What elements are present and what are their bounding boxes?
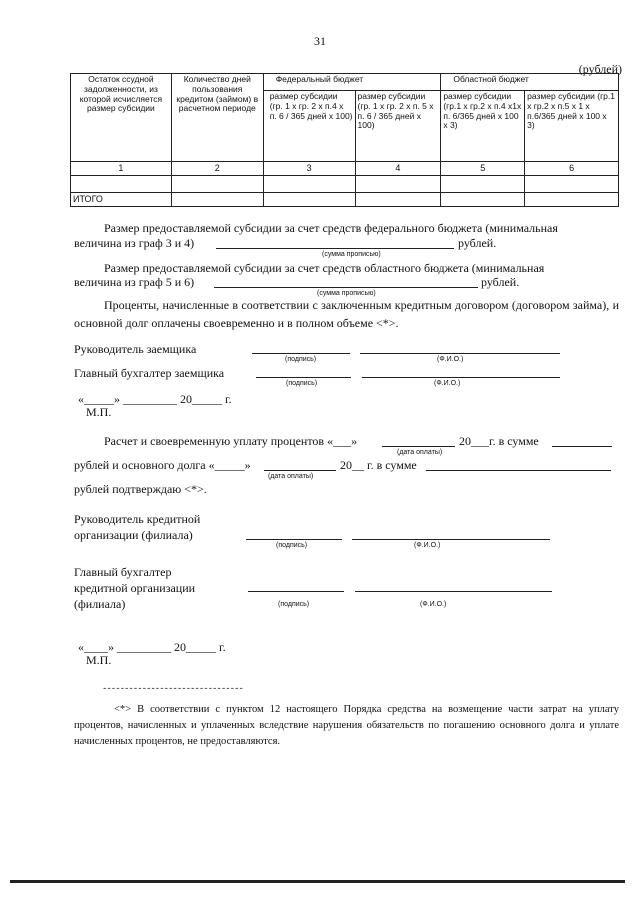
bank-head-label-line2: организации (филиала) <box>74 528 193 542</box>
bank-accountant-label-line2: кредитной организации <box>74 581 196 595</box>
interest-amount-field[interactable] <box>552 446 612 447</box>
bank-stamp-label: М.П. <box>86 653 112 667</box>
confirmation-debt-year: 20__ г. в сумме <box>340 458 417 472</box>
currency-unit: (рублей) <box>578 62 622 76</box>
borrower-date-line[interactable]: «_____» _________ 20_____ г. <box>78 392 232 406</box>
subsidy-table <box>70 73 619 207</box>
regional-subsidy-amount-field[interactable] <box>214 287 478 288</box>
col-number-1: 1 <box>71 162 172 176</box>
borrower-accountant-signature-field[interactable] <box>256 377 351 378</box>
name-caption: (Ф.И.О.) <box>420 601 447 608</box>
confirmation-closing: рублей подтверждаю <*>. <box>74 482 207 496</box>
federal-subsidy-suffix: рублей. <box>458 236 497 250</box>
table-row <box>71 176 619 193</box>
col3-header: размер субсидии (гр. 1 x гр. 2 x п.4 x п. 6 / 365 дней x 100) <box>263 91 355 162</box>
total-label: ИТОГО <box>71 193 172 207</box>
regional-subsidy-suffix: рублей. <box>481 275 520 289</box>
borrower-stamp-label: М.П. <box>86 405 112 419</box>
bank-accountant-label-line3: (филиала) <box>74 597 126 611</box>
name-caption: (Ф.И.О.) <box>414 542 441 549</box>
page-number: 31 <box>314 34 326 48</box>
payment-date-caption: (дата оплаты) <box>268 473 314 480</box>
footnote-separator: -------------------------------- <box>102 684 243 694</box>
bank-accountant-name-field[interactable] <box>355 591 552 592</box>
confirmation-interest-year: 20___г. в сумме <box>459 434 539 448</box>
signature-caption: (подпись) <box>285 356 317 363</box>
debt-payment-date-field[interactable] <box>264 470 336 471</box>
bank-head-name-field[interactable] <box>352 539 550 540</box>
col-number-3: 3 <box>263 162 355 176</box>
borrower-head-name-field[interactable] <box>360 353 560 354</box>
bank-accountant-signature-field[interactable] <box>248 591 344 592</box>
bank-head-label-line1: Руководитель кредитной <box>74 512 201 526</box>
confirmation-interest-prefix: Расчет и своевременную уплату процентов «___» <box>104 434 358 448</box>
federal-subsidy-prefix: величина из граф 3 и 4) <box>74 236 195 250</box>
borrower-accountant-name-field[interactable] <box>362 377 560 378</box>
interest-paid-statement: Проценты, начисленные в соответствии с заключенным кредитным договором (договором займа), и основной долг оплачены своевременно и в полном объеме <*>. <box>74 298 619 330</box>
name-caption: (Ф.И.О.) <box>437 356 464 363</box>
col1-header: Остаток ссудной задолженности, из которой исчисляется размер субсидии <box>71 74 172 162</box>
total-row <box>71 193 619 207</box>
col-number-2: 2 <box>171 162 263 176</box>
bank-accountant-label-line1: Главный бухгалтер <box>74 565 172 579</box>
regional-subsidy-line1: Размер предоставляемой субсидии за счет средств областного бюджета (минимальная <box>104 261 545 275</box>
regional-amount-caption: (сумма прописью) <box>317 290 376 297</box>
signature-caption: (подпись) <box>278 601 310 608</box>
bottom-rule <box>10 880 625 883</box>
bank-head-signature-field[interactable] <box>246 539 342 540</box>
col-number-6: 6 <box>525 162 619 176</box>
col4-header: размер субсидии (гр. 1 x гр. 2 x п. 5 x п. 6 / 365 дней x 100) <box>355 91 441 162</box>
interest-payment-date-field[interactable] <box>382 446 455 447</box>
col5-header: размер субсидии (гр.1 x гр.2 x п.4 x1x п. 6/365 дней x 100 x 3) <box>441 91 525 162</box>
bank-date-line[interactable]: «____» _________ 20_____ г. <box>78 640 226 654</box>
col6-header: размер субсидии (гр.1 x гр.2 x п.5 x 1 x п.6/365 дней x 100 x 3) <box>525 91 619 162</box>
col-number-5: 5 <box>441 162 525 176</box>
borrower-head-signature-field[interactable] <box>252 353 350 354</box>
federal-amount-caption: (сумма прописью) <box>322 251 381 258</box>
regional-budget-header: Областной бюджет <box>441 74 619 91</box>
borrower-accountant-label: Главный бухгалтер заемщика <box>74 366 225 380</box>
federal-subsidy-amount-field[interactable] <box>216 248 454 249</box>
regional-subsidy-prefix: величина из граф 5 и 6) <box>74 275 195 289</box>
signature-caption: (подпись) <box>276 542 308 549</box>
confirmation-debt-prefix: рублей и основного долга «_____» <box>74 458 251 472</box>
debt-amount-field[interactable] <box>426 470 611 471</box>
payment-date-caption: (дата оплаты) <box>397 449 443 456</box>
federal-subsidy-line1: Размер предоставляемой субсидии за счет средств федерального бюджета (минимальная <box>104 221 558 235</box>
footnote: <*> В соответствии с пунктом 12 настоящего Порядка средства на возмещение части затрат на уплату процентов, начисленных и уплаченных вследствие нарушения обязательств по погашению основного долга и уплате начисленных процентов, не предоставляются. <box>74 704 619 747</box>
name-caption: (Ф.И.О.) <box>434 380 461 387</box>
col-number-4: 4 <box>355 162 441 176</box>
federal-budget-header: Федеральный бюджет <box>263 74 441 91</box>
col2-header: Количество дней пользования кредитом (займом) в расчетном периоде <box>171 74 263 162</box>
signature-caption: (подпись) <box>286 380 318 387</box>
borrower-head-label: Руководитель заемщика <box>74 342 197 356</box>
